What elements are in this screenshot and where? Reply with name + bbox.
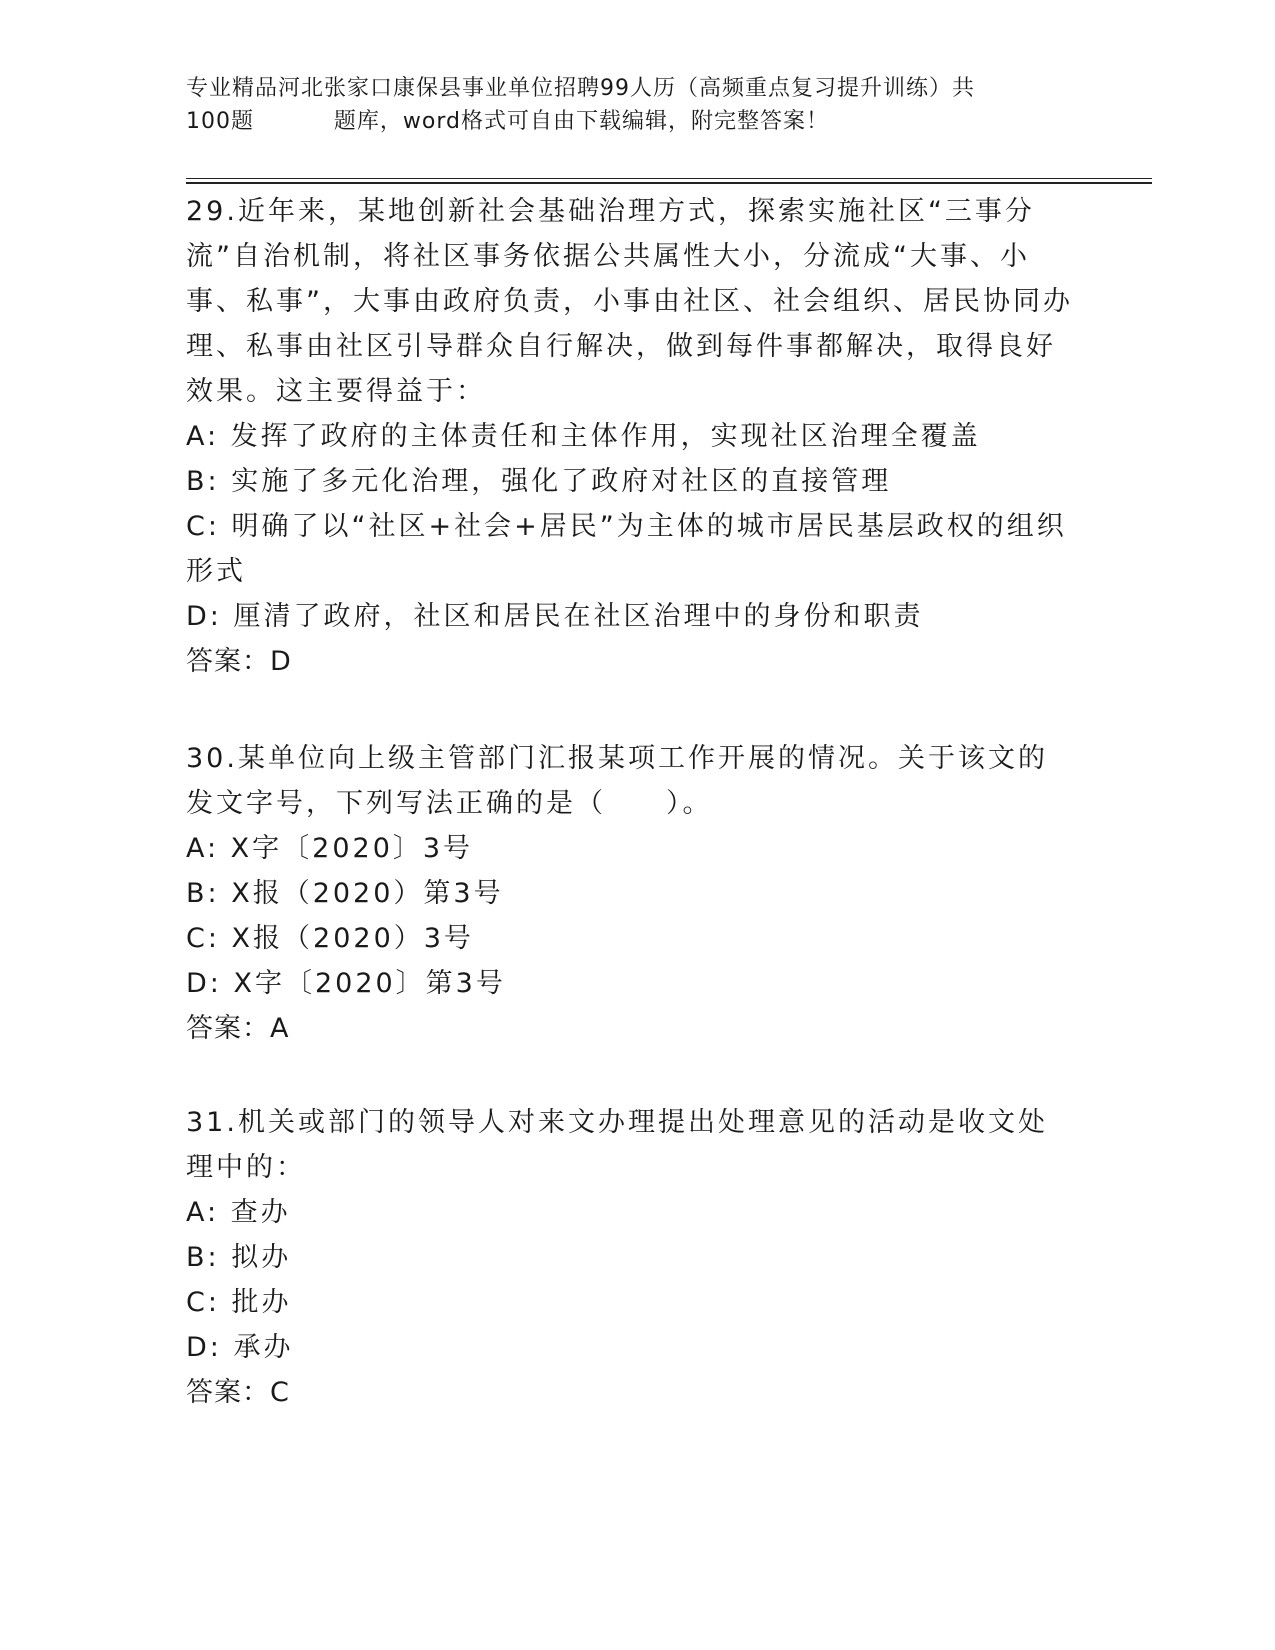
question-stem: 30.某单位向上级主管部门汇报某项工作开展的情况。关于该文的发文字号，下列写法正确的是（ ）。 (186, 743, 1048, 819)
option-b: B: 实施了多元化治理，强化了政府对社区的直接管理 (186, 466, 892, 497)
answer: 答案：A (186, 1013, 290, 1044)
option-a: A: X字〔2020〕3号 (186, 833, 474, 864)
option-d: D: 承办 (186, 1332, 294, 1363)
answer: 答案：C (186, 1377, 290, 1408)
option-a: A: 发挥了政府的主体责任和主体作用，实现社区治理全覆盖 (186, 421, 981, 452)
header-divider-thin (186, 178, 1152, 179)
header-divider-thick (186, 182, 1152, 184)
question-stem: 31.机关或部门的领导人对来文办理提出处理意见的活动是收文处理中的： (186, 1107, 1048, 1183)
option-b: B: 拟办 (186, 1242, 292, 1273)
question-stem: 29.近年来，某地创新社会基础治理方式，探索实施社区“三事分流”自治机制，将社区事务依据公共属性大小，分流成“大事、小事、私事”，大事由政府负责，小事由社区、社会组织、居民协同办理、私事由社区引导群众自行解决，做到每件事都解决，取得良好效果。这主要得益于： (186, 196, 1073, 407)
question-29 (186, 189, 1076, 685)
option-d: D: 厘清了政府，社区和居民在社区治理中的身份和职责 (186, 601, 924, 632)
option-c: C: 明确了以“社区+社会+居民”为主体的城市居民基层政权的组织形式 (186, 511, 1067, 587)
option-c: C: 批办 (186, 1287, 292, 1318)
option-c: C: X报（2020）3号 (186, 923, 474, 954)
question-31 (186, 1100, 1076, 1416)
document-header (186, 72, 1066, 138)
option-b: B: X报（2020）第3号 (186, 878, 504, 909)
option-d: D: X字〔2020〕第3号 (186, 968, 506, 999)
answer: 答案：D (186, 646, 292, 677)
option-a: A: 查办 (186, 1197, 291, 1228)
header-title-line1: 专业精品河北张家口康保县事业单位招聘99人历（高频重点复习提升训练）共 (186, 76, 975, 101)
question-30 (186, 736, 1076, 1052)
header-title-line2: 100题 题库，word格式可自由下载编辑，附完整答案！ (186, 109, 830, 134)
